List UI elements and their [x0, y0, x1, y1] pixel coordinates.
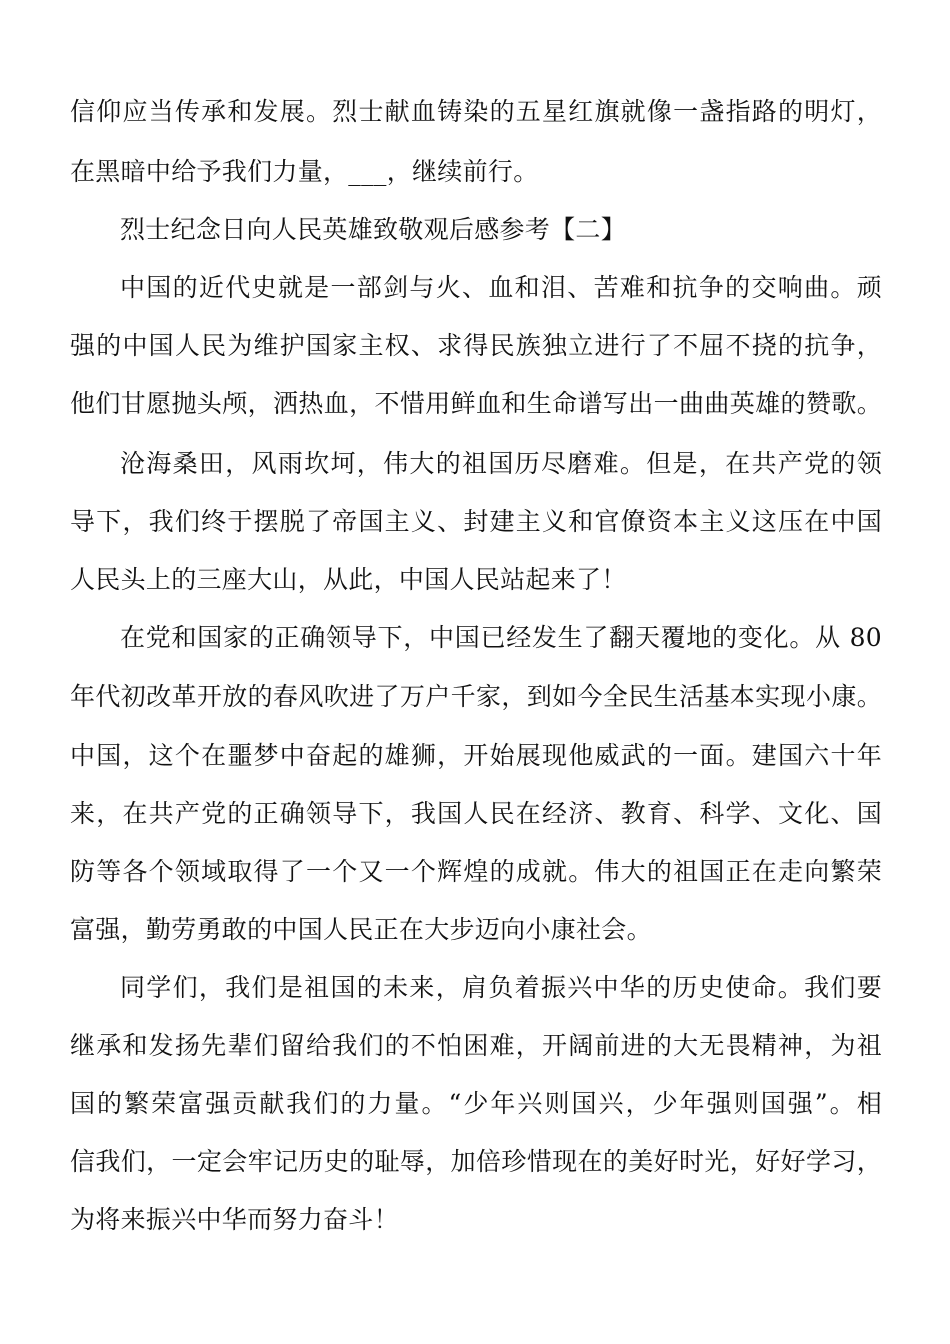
text-line: 来，在共产党的正确领导下，我国人民在经济、教育、科学、文化、国	[70, 799, 882, 828]
section-heading: 烈士纪念日向人民英雄致敬观后感参考【二】	[120, 215, 627, 244]
text-line: 防等各个领域取得了一个又一个辉煌的成就。伟大的祖国正在走向繁荣	[70, 857, 882, 886]
text-line: 富强，勤劳勇敢的中国人民正在大步迈向小康社会。	[70, 915, 652, 944]
text-line: 年代初改革开放的春风吹进了万户千家，到如今全民生活基本实现小康。	[70, 682, 882, 711]
text-line: 国的繁荣富强贡献我们的力量。“少年兴则国兴，少年强则国强”。相	[70, 1089, 882, 1118]
text-line: 信我们，一定会牢记历史的耻辱，加倍珍惜现在的美好时光，好好学习，	[70, 1147, 882, 1176]
text-line: 沧海桑田，风雨坎坷，伟大的祖国历尽磨难。但是，在共产党的领	[120, 449, 882, 478]
text-line: 强的中国人民为维护国家主权、求得民族独立进行了不屈不挠的抗争，	[70, 331, 882, 360]
text-line: 导下，我们终于摆脱了帝国主义、封建主义和官僚资本主义这压在中国	[70, 507, 882, 536]
text-line: 同学们，我们是祖国的未来，肩负着振兴中华的历史使命。我们要	[120, 973, 882, 1002]
text-line: 信仰应当传承和发展。烈士献血铸染的五星红旗就像一盏指路的明灯，	[70, 97, 882, 126]
text-line: 他们甘愿抛头颅，洒热血，不惜用鲜血和生命谱写出一曲曲英雄的赞歌。	[70, 389, 882, 418]
text-line: 在党和国家的正确领导下，中国已经发生了翻天覆地的变化。从 80	[120, 623, 882, 652]
text-line: 继承和发扬先辈们留给我们的不怕困难，开阔前进的大无畏精神，为祖	[70, 1031, 882, 1060]
text-line: 人民头上的三座大山，从此，中国人民站起来了！	[70, 565, 627, 594]
text-line: 中国的近代史就是一部剑与火、血和泪、苦难和抗争的交响曲。顽	[120, 273, 882, 302]
text-line: 中国，这个在噩梦中奋起的雄狮，开始展现他威武的一面。建国六十年	[70, 741, 882, 770]
text-line: 在黑暗中给予我们力量，___，继续前行。	[70, 157, 539, 186]
text-line: 为将来振兴中华而努力奋斗！	[70, 1205, 399, 1234]
